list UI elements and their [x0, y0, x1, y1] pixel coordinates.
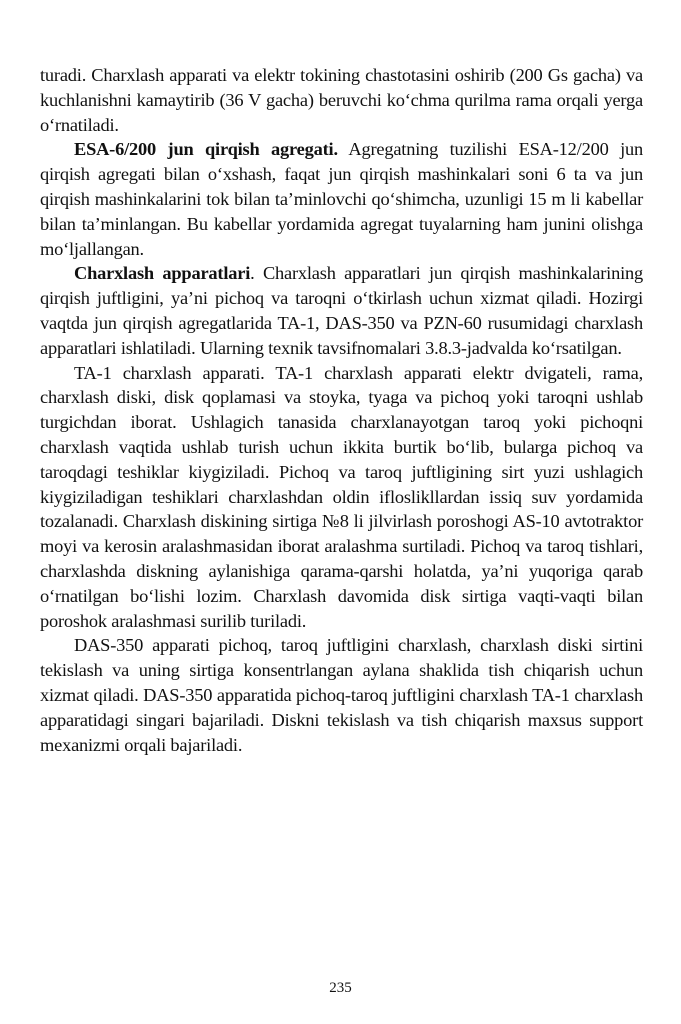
paragraph-heading: Charxlash apparatlari — [74, 263, 251, 284]
paragraph-continuation — [40, 63, 643, 137]
paragraph-text: DAS-350 apparati pichoq, taroq juftligini charxlash, charxlash diski sirtini tekislash va uning sirtiga konsentrlangan aylana shaklida tish chiqarish uchun xizmat qiladi. DAS-350 apparatida pichoq-taroq juftligini charxlash TA-1 charxlash apparatidagi singari bajariladi. Diskni tekislash va tish chiqarish maxsus support mexanizmi orqali bajariladi. — [40, 635, 643, 755]
paragraph-das-350 — [40, 633, 643, 757]
paragraph-text: TA-1 charxlash apparati. TA-1 charxlash apparati elektr dvigateli, rama, charxlash diski, disk qoplamasi va stoyka, tyaga va pichoq yoki taroqni ushlab turgichdan iborat. Ushlagich tanasida charxlanayotgan taroq yoki pichoqni charxlash vaqtida ushlab turish uchun ikkita burtik bo‘lib, bularga pichoq va taroqdagi teshiklar kiygiziladi. Pichoq va taroq juftligining sirt yuzi ushlagich kiygiziladigan teshiklari charxlashdan oldin ifloslikllardan issiq suv yordamida tozalanadi. Charxlash diskining sirtiga №8 li jilvirlash poroshogi AS-10 avtotraktor moyi va kerosin aralashmasidan iborat aralashma surtiladi. Pichoq va taroq tishlari, charxlashda diskning aylanishiga qarama-qarshi holatda, ya’ni yuqoriga qarab o‘rnatilgan bo‘lishi lozim. Charxlash davomida disk sirtiga vaqti-vaqti bilan poroshok aralashmasi surilib turiladi. — [40, 362, 643, 631]
paragraph-text: Agregatning tuzilishi ESA-12/200 jun qirqish agregati bilan o‘xshash, faqat jun qirqish mashinkalari soni 6 ta va jun qirqish mashinkalarini tok bilan ta’minlovchi qo‘shimcha, uzunligi 15 m li kabellar bilan ta’minlangan. Bu kabellar yordamida agregat tuyalarning ham junini olishga mo‘ljallangan. — [40, 139, 643, 259]
page-number: 235 — [329, 980, 352, 996]
paragraph-esa-6-200 — [40, 137, 643, 261]
paragraph-text: turadi. Charxlash apparati va elektr tokining chastotasini oshirib (200 Gs gacha) va kuchlanishni kamaytirib (36 V gacha) beruvchi ko‘chma qurilma rama orqali yerga o‘rnatiladi. — [40, 65, 643, 135]
paragraph-charxlash-apparatlari — [40, 261, 643, 360]
paragraph-heading: ESA-6/200 jun qirqish agregati. — [74, 139, 338, 160]
paragraph-text: . Charxlash apparatlari jun qirqish mashinkalarining qirqish juftligini, ya’ni pichoq va taroqni o‘tkirlash uchun xizmat qiladi. Hozirgi vaqtda jun qirqish agregatlarida TA-1, DAS-350 va PZN-60 rusumidagi charxlash apparatlari ishlatiladi. Ularning texnik tavsifnomalari 3.8.3-jadvalda ko‘rsatilgan. — [40, 263, 643, 358]
paragraph-ta-1 — [40, 361, 643, 634]
page-text-block — [40, 63, 643, 757]
